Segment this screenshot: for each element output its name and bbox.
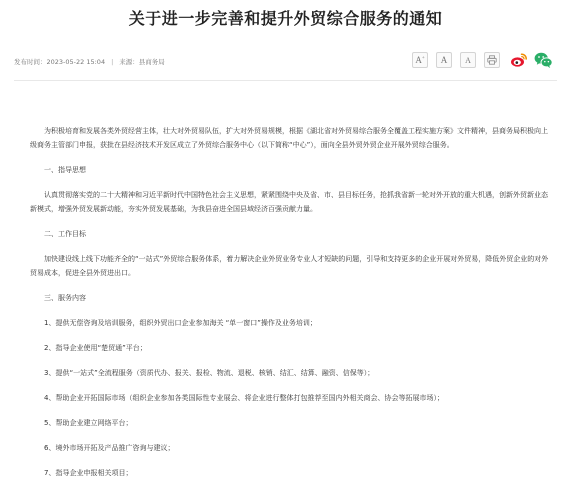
font-increase-button[interactable] [412,52,428,68]
font-default-label: A [440,55,448,65]
weibo-icon [510,51,528,69]
font-decrease-label: A [465,56,471,65]
service-item: 6、境外市场开拓及产品推广咨询与建议； [44,444,175,452]
service-item: 4、帮助企业开拓国际市场（组织企业参加各类国际性专业展会、将企业进行整体打包推荐至国内外相关商会、协会等拓展市场）； [44,394,444,402]
article-meta [14,57,165,67]
service-item: 5、帮助企业建立网络平台； [44,419,133,427]
service-item: 1、提供无偿咨询及培训服务，组织外贸出口企业参加海关 “单一窗口”操作及业务培训； [44,319,317,327]
section-paragraph: 加快建设线上线下功能齐全的“一站式”外贸综合服务体系，着力解决企业外贸业务专业人才短缺的问题，引导和支持更多的企业开展对外贸易，降低外贸企业的对外贸易成本，促进全县外贸进出口。 [30,255,549,277]
printer-icon [487,55,497,65]
header-divider [14,80,557,81]
font-increase-label: A [415,55,422,65]
font-default-button[interactable] [436,52,452,68]
font-decrease-button[interactable] [460,52,476,68]
service-item: 3、提供“一站式”全流程服务（资质代办、报关、报检、物流、退税、核销、结汇、结算、融资、信保等）； [44,369,375,377]
wechat-share-button[interactable] [534,51,553,69]
weibo-share-button[interactable] [510,51,528,69]
service-item: 7、指导企业申报相关项目； [44,469,133,477]
font-increase-plus: + [421,56,425,61]
meta-separator: | [111,58,114,66]
intro-paragraph: 为积极培育和发展各类外贸经营主体，壮大对外贸易队伍，扩大对外贸易规模，根据《湖北省对外贸易综合服务全覆盖工程实施方案》文件精神，县商务局积极向上级商务主管部门申报，获批在县经济技术开发区成立了外贸综合服务中心（以下简称“中心”），面向全县外贸外贸企业开展外贸综合服务。 [30,127,548,149]
wechat-icon [534,51,553,69]
publish-time: 发布时间：2023-05-22 15:04 [14,58,106,66]
section-heading: 二、工作目标 [44,230,86,238]
article-source: 来源：县商务局 [119,58,165,66]
section-heading: 三、服务内容 [44,294,86,302]
section-heading: 一、指导思想 [44,166,86,174]
section-paragraph: 认真贯彻落实党的二十大精神和习近平新时代中国特色社会主义思想，紧紧围绕中央及省、市、县目标任务，抢抓我省新一轮对外开放的重大机遇，创新外贸新业态新模式，增强外贸发展新动能，夯实外贸发展基础，为我县奋进全国县域经济百强贡献力量。 [30,191,548,213]
service-item: 2、指导企业使用“楚贸通”平台； [44,344,147,352]
article-title: 关于进一步完善和提升外贸综合服务的通知 [128,9,443,28]
print-button[interactable] [484,52,500,68]
article-body [30,124,550,491]
